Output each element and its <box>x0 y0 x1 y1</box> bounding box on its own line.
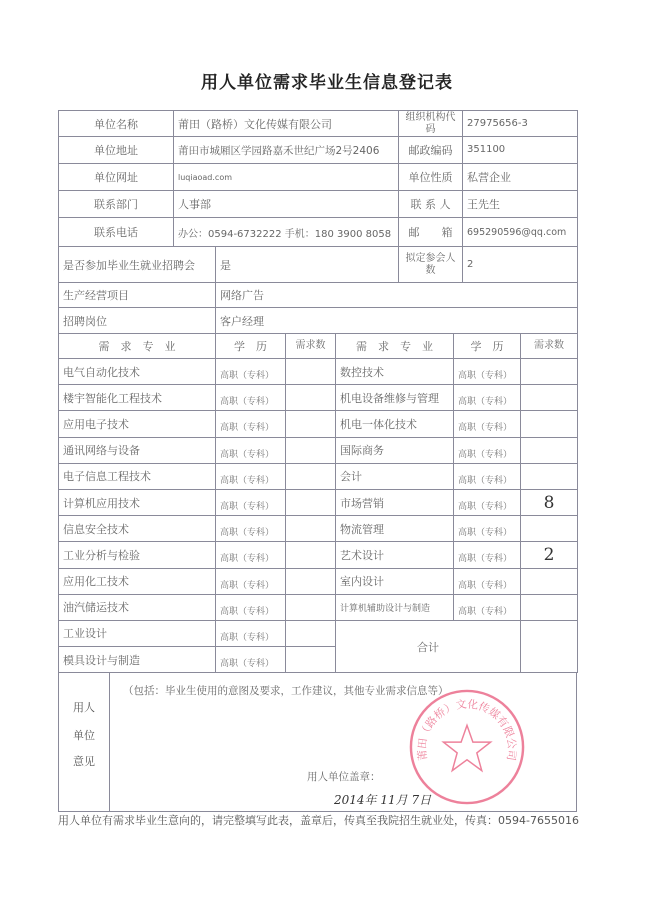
degree-level: 高职（专科） <box>454 594 521 620</box>
major-name: 机电设备维修与管理 <box>336 385 454 411</box>
degree-level: 高职（专科） <box>216 594 286 620</box>
position-label: 招聘岗位 <box>59 308 216 334</box>
company-name-label: 单位名称 <box>59 111 174 137</box>
position-value: 客户经理 <box>216 308 578 334</box>
major-name: 会计 <box>336 463 454 489</box>
degree-level: 高职（专科） <box>216 359 286 385</box>
footer-note: 用人单位有需求毕业生意向的，请完整填写此表，盖章后，传真至我院招生就业处，传真：0594-7655016 <box>58 814 579 827</box>
major-name: 工业分析与检验 <box>59 542 216 568</box>
demand-count <box>521 568 578 594</box>
major-name: 通讯网络与设备 <box>59 437 216 463</box>
header-count: 需求数 <box>286 334 336 359</box>
address-value: 莆田市城厢区学园路嘉禾世纪广场2号2406 <box>174 137 399 164</box>
demand-count <box>286 516 336 542</box>
major-name: 艺术设计 <box>336 542 454 568</box>
degree-level: 高职（专科） <box>454 542 521 568</box>
nature-value: 私营企业 <box>463 164 578 191</box>
demand-row <box>59 359 578 385</box>
demand-count <box>286 568 336 594</box>
major-name: 楼宇智能化工程技术 <box>59 385 216 411</box>
svg-text:莆田（路桥）文化传媒有限公司: 莆田（路桥）文化传媒有限公司 <box>415 697 519 762</box>
degree-level: 高职（专科） <box>216 411 286 437</box>
demand-row <box>59 463 578 489</box>
demand-count: 8 <box>521 489 578 515</box>
degree-level: 高职（专科） <box>216 385 286 411</box>
phone-value: 办公：0594-6732222 手机：180 3900 8058 <box>174 218 399 247</box>
demand-count <box>286 385 336 411</box>
major-name: 计算机辅助设计与制造 <box>336 594 454 620</box>
dept-value: 人事部 <box>174 191 399 218</box>
demand-row <box>59 542 578 568</box>
degree-level: 高职（专科） <box>454 359 521 385</box>
demand-count <box>286 437 336 463</box>
major-name: 计算机应用技术 <box>59 489 216 515</box>
website-value: luqiaoad.com <box>174 164 399 191</box>
major-name: 工业设计 <box>59 620 216 646</box>
header-degree-2: 学 历 <box>454 334 521 359</box>
opinion-label-line: 单位 <box>73 729 95 742</box>
contact-label: 联 系 人 <box>399 191 463 218</box>
demand-row <box>59 594 578 620</box>
demand-count <box>521 463 578 489</box>
demand-count <box>286 620 336 646</box>
degree-level: 高职（专科） <box>216 463 286 489</box>
seal-label: 用人单位盖章： <box>307 771 381 783</box>
major-name: 电子信息工程技术 <box>59 463 216 489</box>
demand-count <box>286 359 336 385</box>
demand-count <box>286 542 336 568</box>
demand-row <box>59 385 578 411</box>
postcode-label: 邮政编码 <box>399 137 463 164</box>
degree-level: 高职（专科） <box>216 620 286 646</box>
attend-fair-label: 是否参加毕业生就业招聘会 <box>59 247 216 283</box>
degree-level: 高职（专科） <box>216 647 286 673</box>
company-name-value: 莆田（路桥）文化传媒有限公司 <box>174 111 399 137</box>
demand-row <box>59 516 578 542</box>
people-value: 2 <box>463 247 578 283</box>
demand-count <box>286 647 336 673</box>
dept-label: 联系部门 <box>59 191 174 218</box>
star-icon <box>443 725 490 770</box>
header-degree: 学 历 <box>216 334 286 359</box>
email-label: 邮 箱 <box>399 218 463 247</box>
degree-level: 高职（专科） <box>454 516 521 542</box>
major-name: 模具设计与制造 <box>59 647 216 673</box>
degree-level: 高职（专科） <box>454 385 521 411</box>
opinion-label <box>59 673 110 811</box>
demand-count <box>521 437 578 463</box>
demand-row <box>59 437 578 463</box>
major-name: 信息安全技术 <box>59 516 216 542</box>
email-value: 695290596@qq.com <box>463 218 578 247</box>
demand-count <box>521 411 578 437</box>
demand-count <box>521 516 578 542</box>
header-major-2: 需 求 专 业 <box>336 334 454 359</box>
major-name: 物流管理 <box>336 516 454 542</box>
demand-count <box>286 411 336 437</box>
degree-level: 高职（专科） <box>216 489 286 515</box>
demand-row <box>59 489 578 515</box>
demand-count <box>521 594 578 620</box>
degree-level: 高职（专科） <box>454 463 521 489</box>
demand-count <box>521 385 578 411</box>
form-title: 用人单位需求毕业生信息登记表 <box>201 73 453 93</box>
demand-count <box>286 594 336 620</box>
degree-level: 高职（专科） <box>454 437 521 463</box>
demand-row <box>59 620 578 646</box>
degree-level: 高职（专科） <box>454 411 521 437</box>
people-label: 拟定参会人数 <box>399 247 463 283</box>
major-name: 室内设计 <box>336 568 454 594</box>
website-label: 单位网址 <box>59 164 174 191</box>
major-name: 应用电子技术 <box>59 411 216 437</box>
total-label: 合计 <box>336 620 521 672</box>
demand-count <box>286 489 336 515</box>
org-code-label: 组织机构代码 <box>399 111 463 137</box>
business-value: 网络广告 <box>216 283 578 308</box>
company-info-table <box>58 110 578 247</box>
demand-table <box>58 333 578 673</box>
degree-level: 高职（专科） <box>454 568 521 594</box>
postcode-value: 351100 <box>463 137 578 164</box>
demand-row <box>59 568 578 594</box>
contact-value: 王先生 <box>463 191 578 218</box>
nature-label: 单位性质 <box>399 164 463 191</box>
header-count-2: 需求数 <box>521 334 578 359</box>
major-name: 应用化工技术 <box>59 568 216 594</box>
degree-level: 高职（专科） <box>216 437 286 463</box>
org-code-value: 27975656-3 <box>463 111 578 137</box>
company-seal-stamp <box>408 688 526 806</box>
degree-level: 高职（专科） <box>454 489 521 515</box>
major-name: 国际商务 <box>336 437 454 463</box>
major-name: 电气自动化技术 <box>59 359 216 385</box>
phone-label: 联系电话 <box>59 218 174 247</box>
degree-level: 高职（专科） <box>216 542 286 568</box>
opinion-label-line: 用人 <box>73 701 95 714</box>
fair-table <box>58 246 578 334</box>
demand-count <box>521 359 578 385</box>
demand-row <box>59 411 578 437</box>
major-name: 机电一体化技术 <box>336 411 454 437</box>
demand-count: 2 <box>521 542 578 568</box>
header-major: 需 求 专 业 <box>59 334 216 359</box>
major-name: 市场营销 <box>336 489 454 515</box>
degree-level: 高职（专科） <box>216 516 286 542</box>
major-name: 数控技术 <box>336 359 454 385</box>
demand-count <box>286 463 336 489</box>
signed-date: 2014年 11月 7日 <box>334 793 432 807</box>
major-name: 油汽储运技术 <box>59 594 216 620</box>
degree-level: 高职（专科） <box>216 568 286 594</box>
opinion-hint: （包括：毕业生使用的意图及要求，工作建议，其他专业需求信息等） <box>123 685 449 697</box>
demand-header-row <box>59 334 578 359</box>
opinion-label-line: 意见 <box>73 755 95 768</box>
total-value <box>521 620 578 672</box>
business-label: 生产经营项目 <box>59 283 216 308</box>
address-label: 单位地址 <box>59 137 174 164</box>
attend-fair-value: 是 <box>216 247 399 283</box>
